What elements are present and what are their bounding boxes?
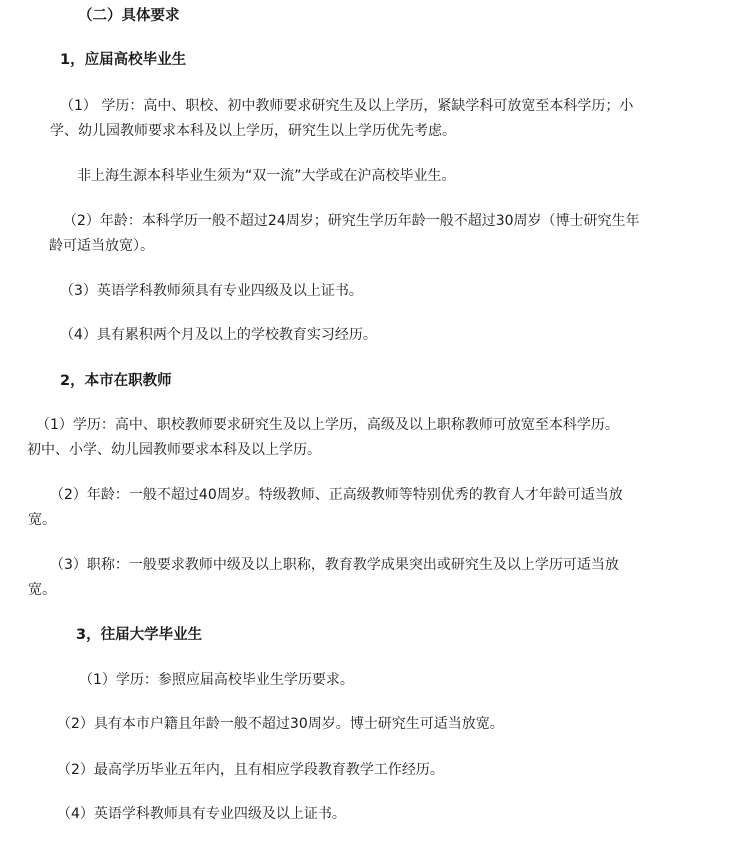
- text-line: （2）年龄：一般不超过40周岁。特级教师、正高级教师等特别优秀的教育人才年龄可适当放: [50, 487, 623, 503]
- text-line: 龄可适当放宽）。: [49, 238, 154, 254]
- text-line: （2）具有本市户籍且年龄一般不超过30周岁。博士研究生可适当放宽。: [57, 716, 504, 732]
- text-line: （4）英语学科教师具有专业四级及以上证书。: [57, 806, 346, 822]
- text-line: （2）年龄：本科学历一般不超过24周岁；研究生学历年龄一般不超过30周岁（博士研究生年: [63, 213, 640, 229]
- text-line: 学、幼儿园教师要求本科及以上学历，研究生以上学历优先考虑。: [50, 123, 456, 139]
- text-line: （3）英语学科教师须具有专业四级及以上证书。: [60, 283, 363, 299]
- text-line: （3）职称：一般要求教师中级及以上职称，教育教学成果突出或研究生及以上学历可适当放: [50, 557, 619, 573]
- text-line: （4）具有累积两个月及以上的学校教育实习经历。: [60, 327, 377, 343]
- section-title: （二）具体要求: [78, 8, 180, 24]
- group-heading: 3，往届大学毕业生: [76, 627, 203, 643]
- text-line: 初中、小学、幼儿园教师要求本科及以上学历。: [27, 442, 321, 458]
- text-line: 宽。: [28, 512, 56, 528]
- text-line: 非上海生源本科毕业生须为“双一流”大学或在沪高校毕业生。: [77, 168, 456, 184]
- text-line: 宽。: [28, 582, 56, 598]
- group-heading: 1，应届高校毕业生: [60, 52, 187, 68]
- text-line: （1）学历：高中、职校教师要求研究生及以上学历，高级及以上职称教师可放宽至本科学历。: [36, 417, 619, 433]
- text-line: （2）最高学历毕业五年内，且有相应学段教育教学工作经历。: [57, 762, 444, 778]
- text-line: （1） 学历：高中、职校、初中教师要求研究生及以上学历，紧缺学科可放宽至本科学历；小: [60, 98, 634, 114]
- group-heading: 2，本市在职教师: [60, 373, 172, 389]
- text-line: （1）学历：参照应届高校毕业生学历要求。: [79, 672, 354, 688]
